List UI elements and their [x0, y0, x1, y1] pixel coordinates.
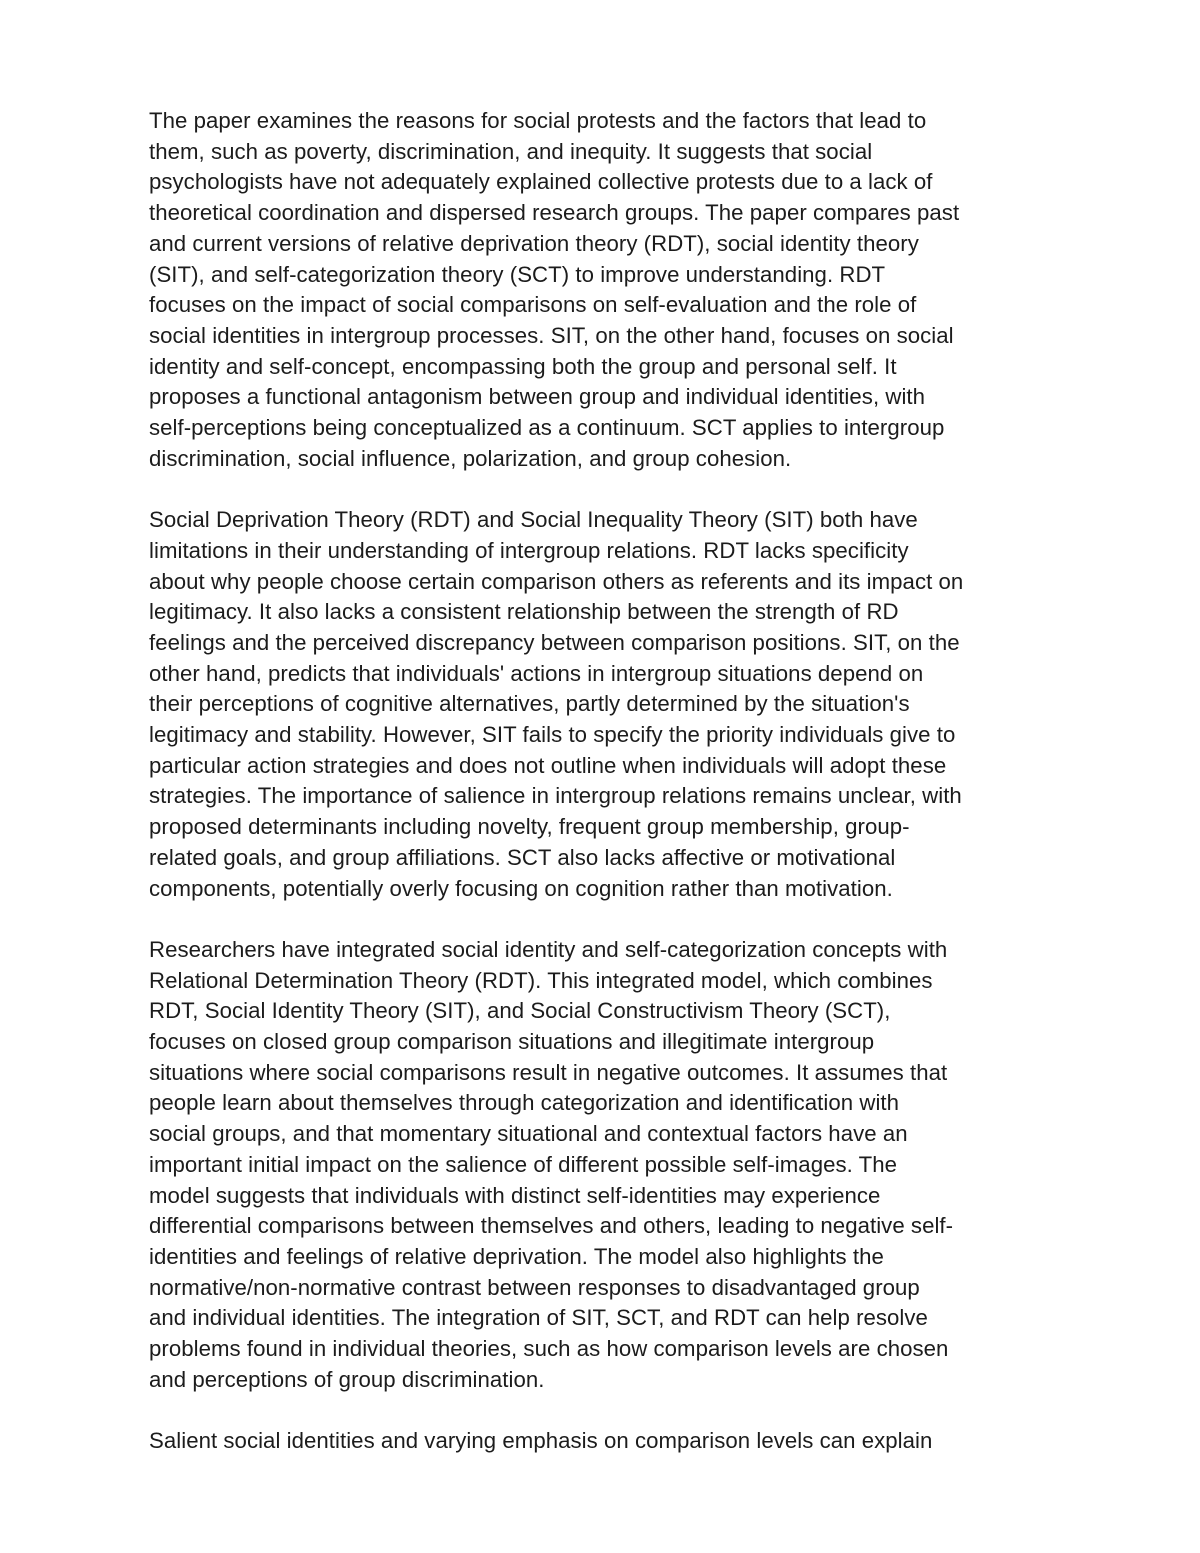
text-line: proposes a functional antagonism between group and individual identities, with — [149, 384, 926, 410]
text-line: and individual identities. The integration of SIT, SCT, and RDT can help resolve — [149, 1305, 928, 1331]
text-line: focuses on the impact of social comparisons on self-evaluation and the role of — [149, 292, 917, 318]
text-line: situations where social comparisons result in negative outcomes. It assumes that — [149, 1059, 948, 1085]
paragraph-2 — [149, 505, 1054, 904]
text-line: discrimination, social influence, polarization, and group cohesion. — [149, 445, 792, 471]
text-line: social identities in intergroup processes. SIT, on the other hand, focuses on social — [149, 322, 954, 348]
paragraph-3 — [149, 935, 1054, 1396]
text-line: their perceptions of cognitive alternatives, partly determined by the situation's — [149, 691, 910, 717]
text-line: Social Deprivation Theory (RDT) and Social Inequality Theory (SIT) both have — [149, 507, 918, 533]
text-line: Researchers have integrated social identity and self-categorization concepts with — [149, 936, 948, 962]
text-line: other hand, predicts that individuals' actions in intergroup situations depend on — [149, 660, 924, 686]
text-line: related goals, and group affiliations. SCT also lacks affective or motivational — [149, 844, 896, 870]
text-line: and perceptions of group discrimination. — [149, 1366, 545, 1392]
text-line: legitimacy and stability. However, SIT fails to specify the priority individuals give to — [149, 722, 956, 748]
text-line: components, potentially overly focusing on cognition rather than motivation. — [149, 875, 893, 901]
text-line: problems found in individual theories, such as how comparison levels are chosen — [149, 1336, 949, 1362]
text-line: particular action strategies and does not outline when individuals will adopt these — [149, 752, 947, 778]
text-line: feelings and the perceived discrepancy between comparison positions. SIT, on the — [149, 629, 960, 655]
text-line: and current versions of relative deprivation theory (RDT), social identity theory — [149, 230, 919, 256]
text-line: important initial impact on the salience of different possible self-images. The — [149, 1151, 898, 1177]
document-body — [149, 106, 1054, 1488]
text-line: theoretical coordination and dispersed research groups. The paper compares past — [149, 200, 960, 226]
text-line: strategies. The importance of salience in intergroup relations remains unclear, with — [149, 783, 962, 809]
text-line: about why people choose certain comparison others as referents and its impact on — [149, 568, 964, 594]
text-line: focuses on closed group comparison situations and illegitimate intergroup — [149, 1029, 875, 1055]
text-line: (SIT), and self-categorization theory (SCT) to improve understanding. RDT — [149, 261, 886, 287]
text-line: The paper examines the reasons for social protests and the factors that lead to — [149, 108, 927, 133]
text-line: model suggests that individuals with distinct self-identities may experience — [149, 1182, 881, 1208]
text-line: normative/non-normative contrast between responses to disadvantaged group — [149, 1274, 920, 1300]
text-line: Salient social identities and varying emphasis on comparison levels can explain — [149, 1428, 933, 1454]
text-line: Relational Determination Theory (RDT). This integrated model, which combines — [149, 967, 933, 993]
text-line: social groups, and that momentary situational and contextual factors have an — [149, 1121, 908, 1147]
text-line: self-perceptions being conceptualized as a continuum. SCT applies to intergroup — [149, 415, 945, 441]
text-line: RDT, Social Identity Theory (SIT), and Social Constructivism Theory (SCT), — [149, 998, 891, 1024]
paragraph-4 — [149, 1426, 1054, 1457]
text-line: them, such as poverty, discrimination, and inequity. It suggests that social — [149, 138, 873, 164]
text-line: identity and self-concept, encompassing both the group and personal self. It — [149, 353, 897, 379]
text-line: identities and feelings of relative deprivation. The model also highlights the — [149, 1243, 884, 1269]
text-line: proposed determinants including novelty, frequent group membership, group- — [149, 814, 910, 840]
text-line: people learn about themselves through categorization and identification with — [149, 1090, 900, 1116]
text-line: psychologists have not adequately explained collective protests due to a lack of — [149, 169, 933, 195]
text-line: limitations in their understanding of intergroup relations. RDT lacks specificity — [149, 537, 909, 563]
text-line: differential comparisons between themselves and others, leading to negative self- — [149, 1213, 954, 1239]
paragraph-1 — [149, 106, 1054, 474]
text-line: legitimacy. It also lacks a consistent relationship between the strength of RD — [149, 599, 899, 625]
